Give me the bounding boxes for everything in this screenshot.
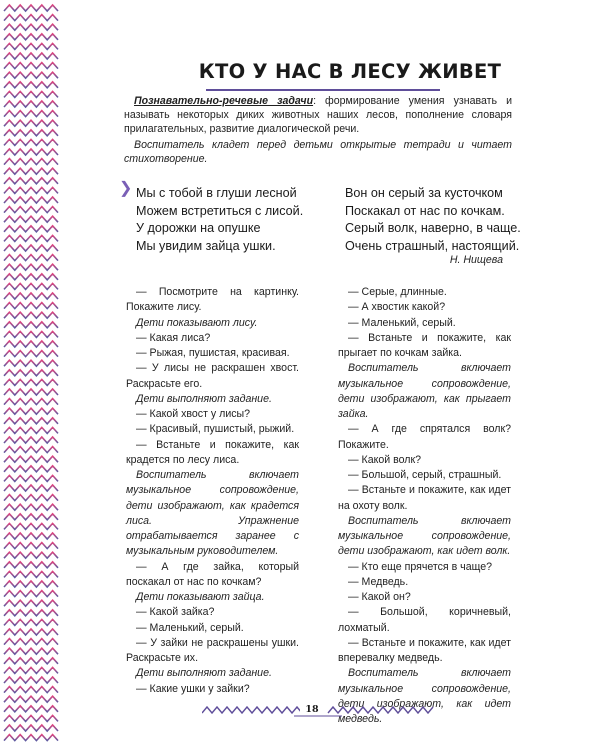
dialogue-line: — Кто еще прячется в чаще? <box>348 560 492 573</box>
intro-text: Воспитатель кладет перед детьми открытые тетради и читает стихотворение. <box>124 139 512 165</box>
dialogue-line: — Большой, коричневый, лохматый. <box>338 606 511 634</box>
tasks-label: Познавательно-речевые задачи <box>134 95 314 107</box>
stage-direction: Воспитатель включает музыкальное сопровождение, дети изображают, как идет волк. <box>338 514 511 558</box>
dialogue-line: — Какой волк? <box>348 453 421 466</box>
dialogue-line: — Встаньте и покажите, как идет вперевалку медведь. <box>338 636 511 664</box>
stage-direction: Дети выполняют задание. <box>136 667 272 680</box>
poem-author: Н. Нищева <box>449 254 503 266</box>
dialogue-line: — Встаньте и покажите, как идет на охоту волк. <box>338 484 511 512</box>
dialogue-line: — Какой зайка? <box>136 606 215 619</box>
stage-direction: Воспитатель включает музыкальное сопровождение, дети изображают, как прыгает зайка. <box>338 362 511 420</box>
dialogue-line: — Большой, серый, страшный. <box>348 469 502 481</box>
tasks-paragraph <box>124 94 512 136</box>
dialogue-column-left <box>126 285 299 697</box>
dialogue-line: — Красивый, пушистый, рыжий. <box>136 423 295 436</box>
dialogue-line: — Какие ушки у зайки? <box>136 682 250 695</box>
poem-line: У дорожки на опушке <box>136 221 261 235</box>
poem-line: Серый волк, наверно, в чаще. <box>345 221 521 235</box>
dialogue-line: — А где зайка, который поскакал от нас по кочкам? <box>126 560 299 588</box>
poem-line: Очень страшный, настоящий. <box>345 238 520 253</box>
dialogue-line: — У зайки не раскрашены ушки. Раскрасьте их. <box>126 636 299 664</box>
poem-right-stanza <box>345 185 521 255</box>
poem-line: Вон он серый за кусточком <box>345 186 503 200</box>
decorative-zigzag-border <box>0 0 62 750</box>
poem-marker-icon: ❯ <box>119 180 133 197</box>
dialogue-line: — Медведь. <box>348 575 409 588</box>
stage-direction: Воспитатель включает музыкальное сопровождение, дети изображают, как идет медведь. <box>338 667 511 725</box>
dialogue-line: — Маленький, серый. <box>348 316 456 329</box>
stage-direction: Воспитатель включает музыкальное сопровождение, дети изображают, как крадется лиса. Упражнение отрабатывается заранее с музыкальным руководителем. <box>126 469 299 558</box>
dialogue-line: — А хвостик какой? <box>348 301 446 314</box>
tasks-text: : формирование умения узнавать и называть некоторых диких животных наших лесов, пополнение словаря прилагательных, развитие диалогической речи. <box>124 95 512 135</box>
dialogue-line: — А где спрятался волк? Покажите. <box>338 423 511 451</box>
poem-line: Поскакал от нас по кочкам. <box>345 203 505 218</box>
stage-direction: Дети выполняют задание. <box>136 392 272 405</box>
dialogue-line: — Маленький, серый. <box>136 621 244 634</box>
title-underline <box>206 89 440 91</box>
poem-line: Можем встретиться с лисой. <box>136 203 304 218</box>
poem-line: Мы с тобой в глуши лесной <box>136 186 297 200</box>
stage-direction: Дети показывают лису. <box>136 316 258 329</box>
dialogue-line: — Посмотрите на картинку. Покажите лису. <box>126 286 299 314</box>
dialogue-line: — У лисы не раскрашен хвост. Раскрасьте его. <box>126 362 299 390</box>
dialogue-line: — Какой он? <box>348 591 411 603</box>
dialogue-line: — Рыжая, пушистая, красивая. <box>136 347 290 359</box>
dialogue-line: — Какая лиса? <box>136 331 211 344</box>
poem-line: Мы увидим зайца ушки. <box>136 238 276 253</box>
tasks-section <box>124 94 512 166</box>
poem-left-stanza <box>136 185 303 255</box>
page-number: 18 <box>300 704 324 715</box>
dialogue-column-right <box>338 285 511 727</box>
dialogue-line: — Какой хвост у лисы? <box>136 408 251 420</box>
dialogue-line: — Встаньте и покажите, как крадется по лесу лиса. <box>126 438 299 466</box>
stage-direction: Дети показывают зайца. <box>136 591 265 603</box>
dialogue-line: — Встаньте и покажите, как прыгает по кочкам зайка. <box>338 331 511 359</box>
page-title: КТО У НАС В ЛЕСУ ЖИВЕТ <box>198 60 502 83</box>
dialogue-line: — Серые, длинные. <box>348 286 447 298</box>
